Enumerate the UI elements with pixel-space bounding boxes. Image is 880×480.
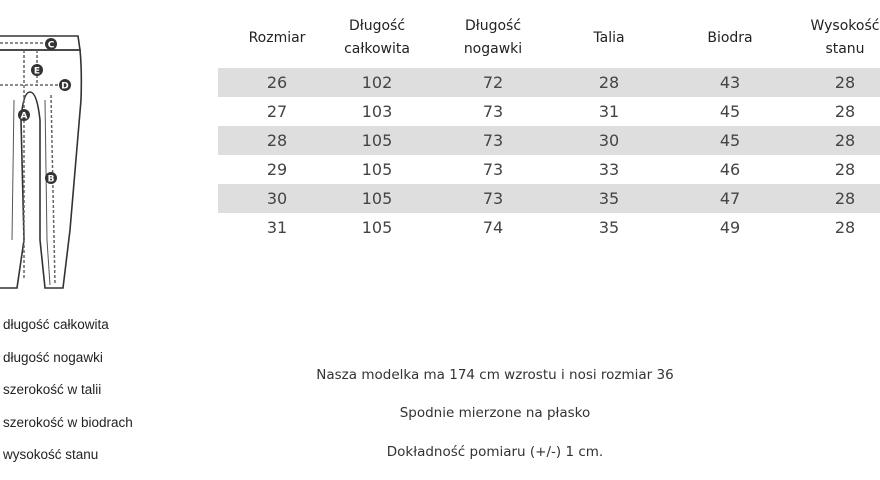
table-cell: 28 [834,160,856,179]
table-cell: 27 [266,102,288,121]
marker-b-icon [45,172,57,185]
legend-item: szerokość w biodrach [3,414,133,430]
legend-item: wysokość stanu [3,447,99,462]
table-cell: 45 [719,131,741,150]
table-cell: 49 [719,218,741,237]
table-row [218,155,880,184]
legend-item: długość nogawki [3,349,103,365]
table-cell: 73 [482,189,504,208]
table-cell: 73 [482,131,504,150]
header-waist: Talia [593,29,625,46]
table-cell: 28 [266,131,288,150]
table-cell: 28 [834,218,856,237]
size-table [218,8,880,242]
legend-item: szerokość w talii [3,382,102,397]
accuracy-note: Dokładność pomiaru (+/-) 1 cm. [386,444,604,460]
table-cell: 29 [266,160,288,179]
header-leg-length: Długość nogawki [463,18,523,57]
table-cell: 105 [361,160,393,179]
svg-text:C: C [47,40,55,51]
pants-measurement-diagram [0,0,110,300]
pants-outline-icon [0,0,110,300]
header-hips: Biodra [707,29,753,46]
table-cell: 46 [719,160,741,179]
marker-a-icon [18,109,30,122]
marker-e-icon [31,64,43,77]
svg-text:E: E [33,66,41,77]
table-cell: 28 [598,73,620,92]
table-row [218,68,880,97]
table-cell: 105 [361,218,393,237]
table-cell: 73 [482,160,504,179]
table-cell: 30 [266,189,288,208]
table-cell: 73 [482,102,504,121]
table-header-row [218,8,880,68]
table-cell: 35 [598,189,620,208]
table-row [218,213,880,242]
measurement-legend [3,312,133,475]
table-cell: 35 [598,218,620,237]
header-size: Rozmiar [248,29,306,46]
svg-text:D: D [61,81,69,92]
table-cell: 26 [266,73,288,92]
table-cell: 28 [834,102,856,121]
svg-text:B: B [47,174,55,185]
model-note: Nasza modelka ma 174 cm wzrostu i nosi rozmiar 36 [316,367,674,383]
table-cell: 43 [719,73,741,92]
table-cell: 103 [361,102,393,121]
table-cell: 105 [361,131,393,150]
table-cell: 33 [598,160,620,179]
table-cell: 30 [598,131,620,150]
table-cell: 28 [834,189,856,208]
table-cell: 47 [719,189,741,208]
table-row [218,97,880,126]
marker-d-icon [59,79,71,92]
table-cell: 102 [361,73,393,92]
table-cell: 72 [482,73,504,92]
table-row [218,184,880,213]
table-cell: 28 [834,73,856,92]
table-cell: 31 [598,102,620,121]
flat-measure-note: Spodnie mierzone na płasko [399,405,591,421]
table-cell: 74 [482,218,504,237]
table-cell: 28 [834,131,856,150]
legend-item: długość całkowita [3,317,109,332]
header-total-length: Długość całkowita [344,18,410,57]
table-row [218,126,880,155]
marker-c-icon [45,38,57,51]
table-cell: 105 [361,189,393,208]
header-rise: Wysokość stanu [810,18,880,57]
table-cell: 45 [719,102,741,121]
table-cell: 31 [266,218,288,237]
svg-text:A: A [20,111,28,122]
